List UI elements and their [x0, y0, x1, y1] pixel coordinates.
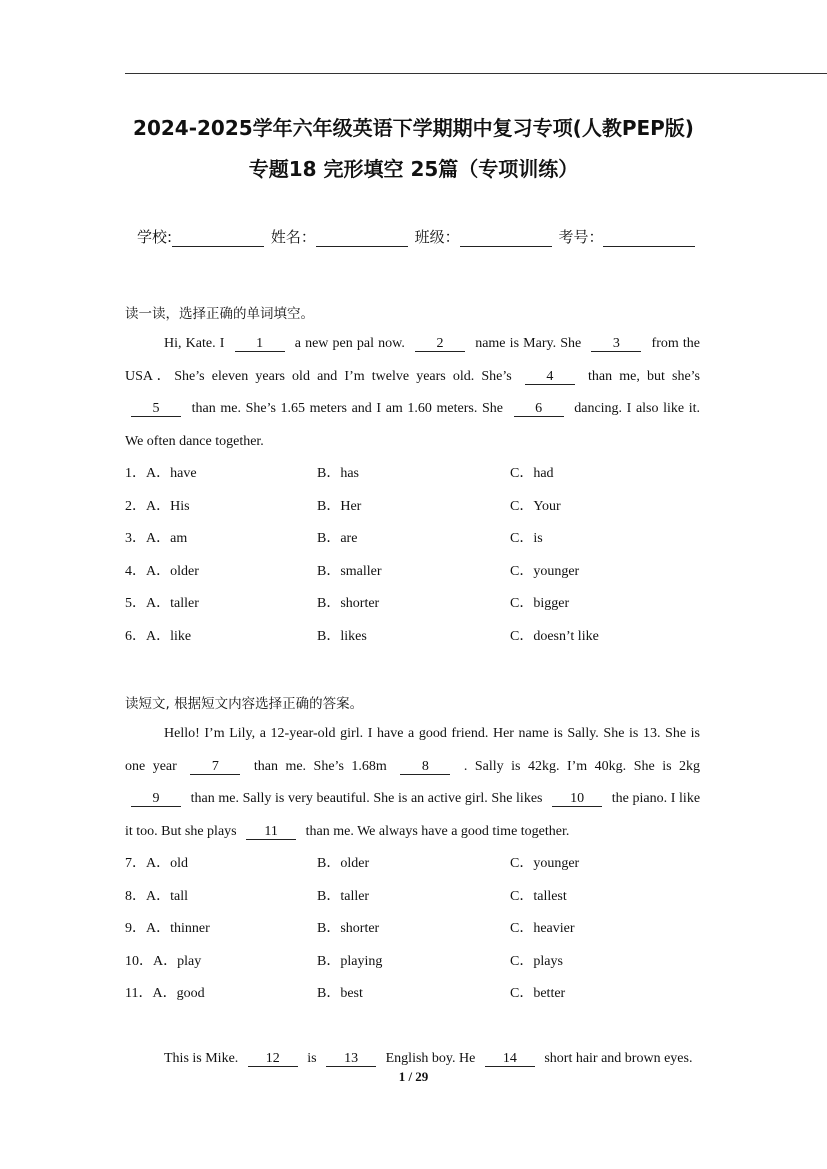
option-c[interactable]: C．younger	[510, 563, 580, 579]
answer-blank: 11	[246, 824, 296, 840]
question-row	[125, 491, 725, 524]
option-c[interactable]: C．better	[510, 986, 566, 1001]
option-b[interactable]: B．Her	[317, 498, 362, 514]
option-b[interactable]: B．are	[317, 531, 358, 546]
section1-instruction: 读一读，选择正确的单词填空。	[125, 306, 314, 322]
option-b[interactable]: B．smaller	[317, 563, 382, 579]
answer-blank: 8	[400, 759, 450, 775]
option-a[interactable]: 8．A．tall	[125, 888, 188, 904]
question-row	[125, 913, 725, 946]
passage-text: English boy. He	[385, 1051, 476, 1066]
option-b[interactable]: B．older	[317, 856, 370, 871]
question-row	[125, 978, 725, 1011]
passage-text: This is Mike.	[164, 1051, 239, 1066]
answer-blank: 6	[514, 401, 564, 417]
passage-text: than me. She’s 1.65 meters and I am 1.60 meters. She	[191, 401, 503, 416]
title-line-2: 专题18 完形填空 25篇（专项训练）	[248, 157, 579, 181]
name-label: 姓名：	[270, 228, 316, 246]
question-row	[125, 621, 725, 654]
answer-blank: 5	[131, 401, 181, 417]
option-c[interactable]: C．younger	[510, 856, 580, 871]
section1-questions	[125, 458, 725, 653]
section2-questions	[125, 848, 725, 1011]
option-a[interactable]: 1．A．have	[125, 466, 197, 481]
section2-instruction: 读短文, 根据短文内容选择正确的答案。	[125, 696, 364, 712]
answer-blank: 9	[131, 791, 181, 807]
answer-blank: 12	[248, 1051, 298, 1067]
option-c[interactable]: C．heavier	[510, 921, 575, 936]
answer-blank: 13	[326, 1051, 376, 1067]
passage-text: Hello! I’m Lily, a 12-year-old girl. I have a good friend. Her name is Sally. She is 13. She is one year	[125, 726, 700, 774]
student-info	[137, 226, 697, 247]
option-a[interactable]: 7．A．old	[125, 856, 188, 871]
passage-text: than me. She’s 1.68m	[253, 758, 387, 774]
option-a[interactable]: 11．A．good	[125, 986, 205, 1001]
passage-text: a new pen pal now.	[294, 336, 405, 351]
passage-text: from the USA．She’s eleven years old and I’m twelve years old. She’s	[125, 336, 701, 384]
option-a[interactable]: 4．A．older	[125, 563, 199, 579]
answer-blank: 7	[190, 759, 240, 775]
question-row	[125, 848, 725, 881]
passage-text: than me. Sally is very beautiful. She is an active girl. She likes	[190, 791, 543, 806]
question-row	[125, 458, 725, 491]
option-b[interactable]: B．playing	[317, 953, 383, 969]
option-c[interactable]: C．had	[510, 466, 554, 481]
name-field[interactable]	[316, 230, 408, 247]
passage-text: is	[307, 1051, 317, 1066]
option-c[interactable]: C．bigger	[510, 596, 570, 611]
number-label: 考号：	[558, 228, 604, 246]
section2-passage	[125, 718, 700, 848]
question-row	[125, 523, 725, 556]
option-c[interactable]: C．is	[510, 531, 543, 546]
school-field[interactable]	[172, 230, 264, 247]
option-c[interactable]: C．Your	[510, 498, 561, 514]
passage-text: dancing. I also like it. We often dance together.	[125, 401, 701, 449]
answer-blank: 10	[552, 791, 602, 807]
option-c[interactable]: C．doesn’t like	[510, 628, 599, 644]
option-a[interactable]: 2．A．His	[125, 498, 190, 514]
option-b[interactable]: B．shorter	[317, 921, 380, 936]
answer-blank: 3	[591, 336, 641, 352]
answer-blank: 4	[525, 369, 575, 385]
class-field[interactable]	[460, 230, 552, 247]
question-row	[125, 881, 725, 914]
passage-text: the piano. I like it too. But she plays	[125, 791, 701, 839]
section1-passage	[125, 328, 700, 458]
header-rule	[125, 73, 827, 74]
passage-text: than me. We always have a good time together.	[305, 823, 570, 839]
question-row	[125, 946, 725, 979]
option-a[interactable]: 9．A．thinner	[125, 921, 210, 936]
option-a[interactable]: 6．A．like	[125, 628, 192, 644]
answer-blank: 2	[415, 336, 465, 352]
option-b[interactable]: B．likes	[317, 628, 367, 644]
option-b[interactable]: B．taller	[317, 888, 370, 904]
school-label: 学校:	[137, 228, 173, 246]
passage-text: than me, but she’s	[588, 368, 700, 384]
class-label: 班级：	[414, 228, 460, 246]
question-row	[125, 588, 725, 621]
option-a[interactable]: 10．A．play	[125, 953, 202, 969]
title-line-1: 2024-2025学年六年级英语下学期期中复习专项(人教PEP版)	[133, 116, 694, 140]
question-row	[125, 556, 725, 589]
passage-text: Hi, Kate. I	[164, 336, 225, 351]
option-a[interactable]: 3．A．am	[125, 531, 188, 546]
option-b[interactable]: B．best	[317, 986, 363, 1001]
passage-text: name is Mary. She	[475, 336, 582, 351]
answer-blank: 14	[485, 1051, 535, 1067]
answer-blank: 1	[235, 336, 285, 352]
option-c[interactable]: C．plays	[510, 953, 563, 969]
option-b[interactable]: B．has	[317, 466, 359, 481]
option-c[interactable]: C．tallest	[510, 888, 567, 904]
option-a[interactable]: 5．A．taller	[125, 596, 199, 611]
page-number: 1 / 29	[398, 1069, 429, 1084]
passage-text: short hair and brown eyes.	[544, 1051, 693, 1066]
passage-text: . Sally is 42kg. I’m 40kg. She is 2kg	[463, 758, 701, 774]
option-b[interactable]: B．shorter	[317, 596, 380, 611]
number-field[interactable]	[603, 230, 695, 247]
